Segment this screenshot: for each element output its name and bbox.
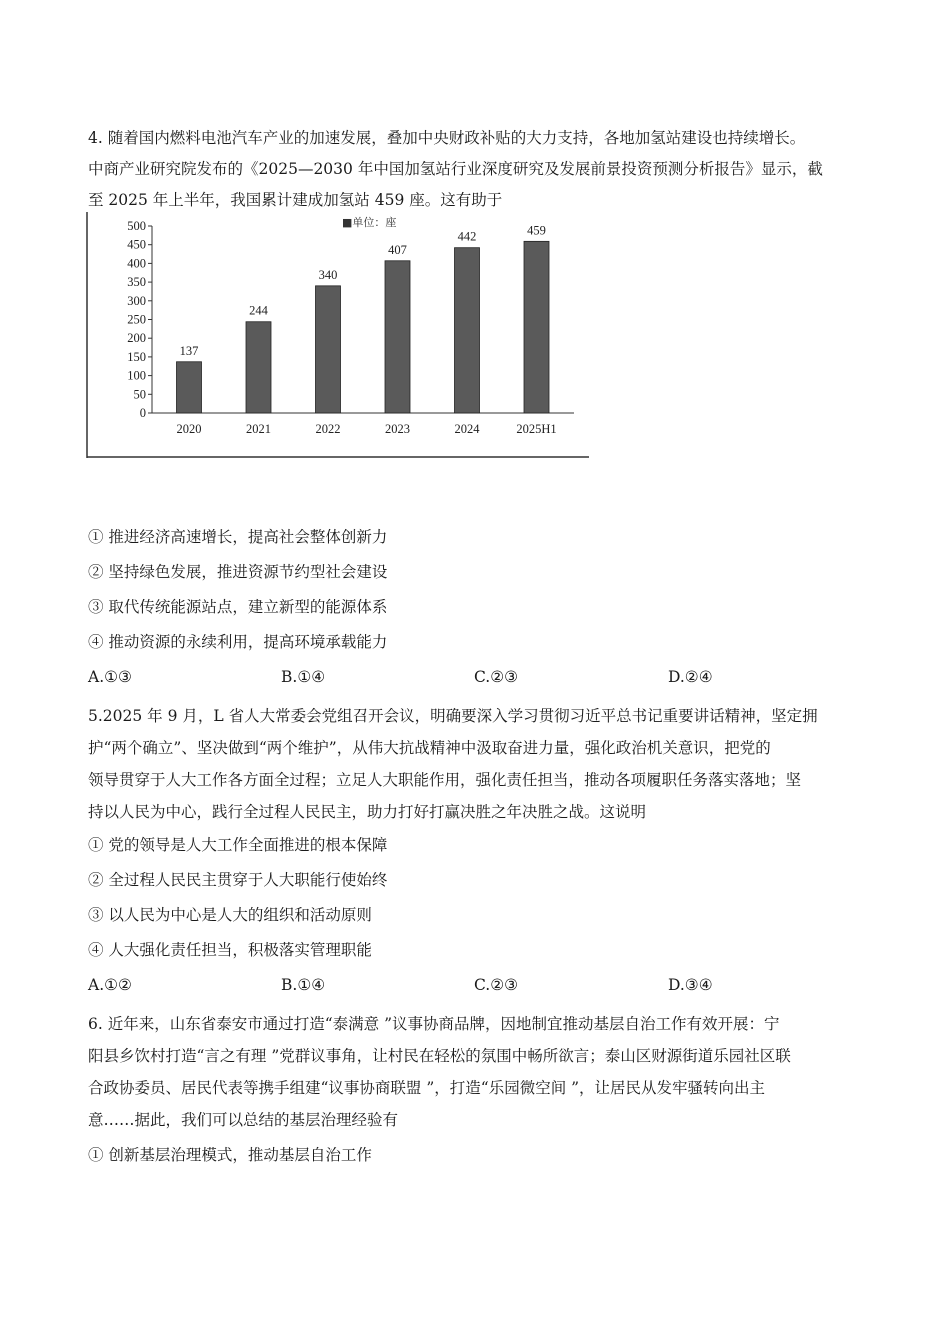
- bar: [177, 362, 202, 413]
- bar-value-label: 407: [388, 242, 407, 257]
- x-tick-label: 2020: [176, 422, 202, 436]
- q4-statement-1: ① 推进经济高速增长，提高社会整体创新力: [88, 528, 388, 546]
- bar-value-label: 244: [249, 303, 268, 318]
- y-tick-label: 100: [127, 368, 146, 383]
- x-tick-label: 2021: [246, 422, 271, 436]
- bar-value-label: 442: [457, 229, 477, 244]
- q6-statement-1: ① 创新基层治理模式，推动基层自治工作: [88, 1146, 372, 1164]
- q4-statement-3: ③ 取代传统能源站点，建立新型的能源体系: [88, 598, 388, 616]
- q4-option-a[interactable]: A.①③: [88, 668, 132, 686]
- y-tick-label: 400: [127, 256, 146, 271]
- y-tick-label: 0: [139, 406, 146, 420]
- q5-stem-line-4: 持以人民为中心，践行全过程人民民主，助力打好打赢决胜之年决胜之战。这说明: [88, 803, 647, 821]
- y-tick-label: 200: [127, 331, 146, 346]
- q5-statement-3: ③ 以人民为中心是人大的组织和活动原则: [88, 906, 372, 924]
- x-tick-label: 2023: [385, 422, 410, 436]
- q4-stem-line-1: 4. 随着国内燃料电池汽车产业的加速发展，叠加中央财政补贴的大力支持，各地加氢站建设也持续增长。: [88, 129, 806, 147]
- bar-value-label: 340: [318, 267, 338, 282]
- q5-stem-line-1: 5.2025 年 9 月，L 省人大常委会党组召开会议，明确要深入学习贯彻习近平总书记重要讲话精神，坚定拥: [88, 707, 818, 725]
- bar: [385, 261, 410, 413]
- q4-options: [88, 668, 848, 688]
- q5-stem-line-2: 护“两个确立”、坚决做到“两个维护”，从伟大抗战精神中汲取奋进力量，强化政治机关意识，把党的: [88, 739, 771, 757]
- q4-option-d[interactable]: D.②④: [668, 668, 713, 686]
- q5-option-a[interactable]: A.①②: [88, 976, 132, 994]
- q6-stem-line-4: 意……据此，我们可以总结的基层治理经验有: [88, 1111, 399, 1129]
- bar: [524, 241, 549, 413]
- bar: [316, 286, 341, 413]
- q5-stem-line-3: 领导贯穿于人大工作各方面全过程；立足人大职能作用，强化责任担当，推动各项履职任务落实落地；坚: [88, 771, 802, 789]
- bar: [455, 248, 480, 413]
- bar-value-label: 459: [527, 223, 546, 238]
- q6-stem-line-2: 阳县乡饮村打造“言之有理 ”党群议事角，让村民在轻松的氛围中畅所欲言；泰山区财源街道乐园社区联: [88, 1047, 791, 1065]
- y-tick-label: 50: [133, 387, 146, 402]
- q5-options: [88, 976, 848, 996]
- chart-legend: ■单位：座: [342, 216, 397, 229]
- q4-statement-4: ④ 推动资源的永续利用，提高环境承载能力: [88, 633, 388, 651]
- q4-statement-2: ② 坚持绿色发展，推进资源节约型社会建设: [88, 563, 388, 581]
- bar: [246, 322, 271, 413]
- q4-option-c[interactable]: C.②③: [474, 668, 519, 686]
- y-tick-label: 250: [127, 312, 146, 327]
- chart-svg: [86, 212, 590, 460]
- q5-statement-4: ④ 人大强化责任担当，积极落实管理职能: [88, 941, 372, 959]
- y-tick-label: 350: [127, 275, 146, 290]
- x-tick-label: 2024: [454, 422, 480, 436]
- q6-stem-line-3: 合政协委员、居民代表等携手组建“议事协商联盟 ”，打造“乐园微空间 ”，让居民从发牢骚转向出主: [88, 1079, 766, 1097]
- bars-group: [177, 223, 557, 436]
- hydrogen-station-bar-chart: [86, 212, 590, 460]
- bar-value-label: 137: [179, 343, 199, 358]
- y-tick-label: 500: [127, 219, 146, 233]
- y-tick-label: 150: [127, 349, 146, 364]
- q6-stem-line-1: 6. 近年来，山东省泰安市通过打造“泰满意 ”议事协商品牌，因地制宜推动基层自治工作有效开展：宁: [88, 1015, 780, 1033]
- q4-stem-line-3: 至 2025 年上半年，我国累计建成加氢站 459 座。这有助于: [88, 191, 503, 209]
- q5-statement-1: ① 党的领导是人大工作全面推进的根本保障: [88, 836, 388, 854]
- q5-statement-2: ② 全过程人民民主贯穿于人大职能行使始终: [88, 871, 388, 889]
- q5-option-c[interactable]: C.②③: [474, 976, 519, 994]
- x-tick-label: 2025H1: [516, 422, 557, 436]
- x-tick-label: 2022: [315, 422, 341, 436]
- q4-stem-line-2: 中商产业研究院发布的《2025—2030 年中国加氢站行业深度研究及发展前景投资预测分析报告》显示，截: [88, 160, 823, 178]
- q5-option-b[interactable]: B.①④: [281, 976, 326, 994]
- y-tick-label: 300: [127, 293, 146, 308]
- y-tick-label: 450: [127, 237, 146, 252]
- q4-option-b[interactable]: B.①④: [281, 668, 326, 686]
- q5-option-d[interactable]: D.③④: [668, 976, 713, 994]
